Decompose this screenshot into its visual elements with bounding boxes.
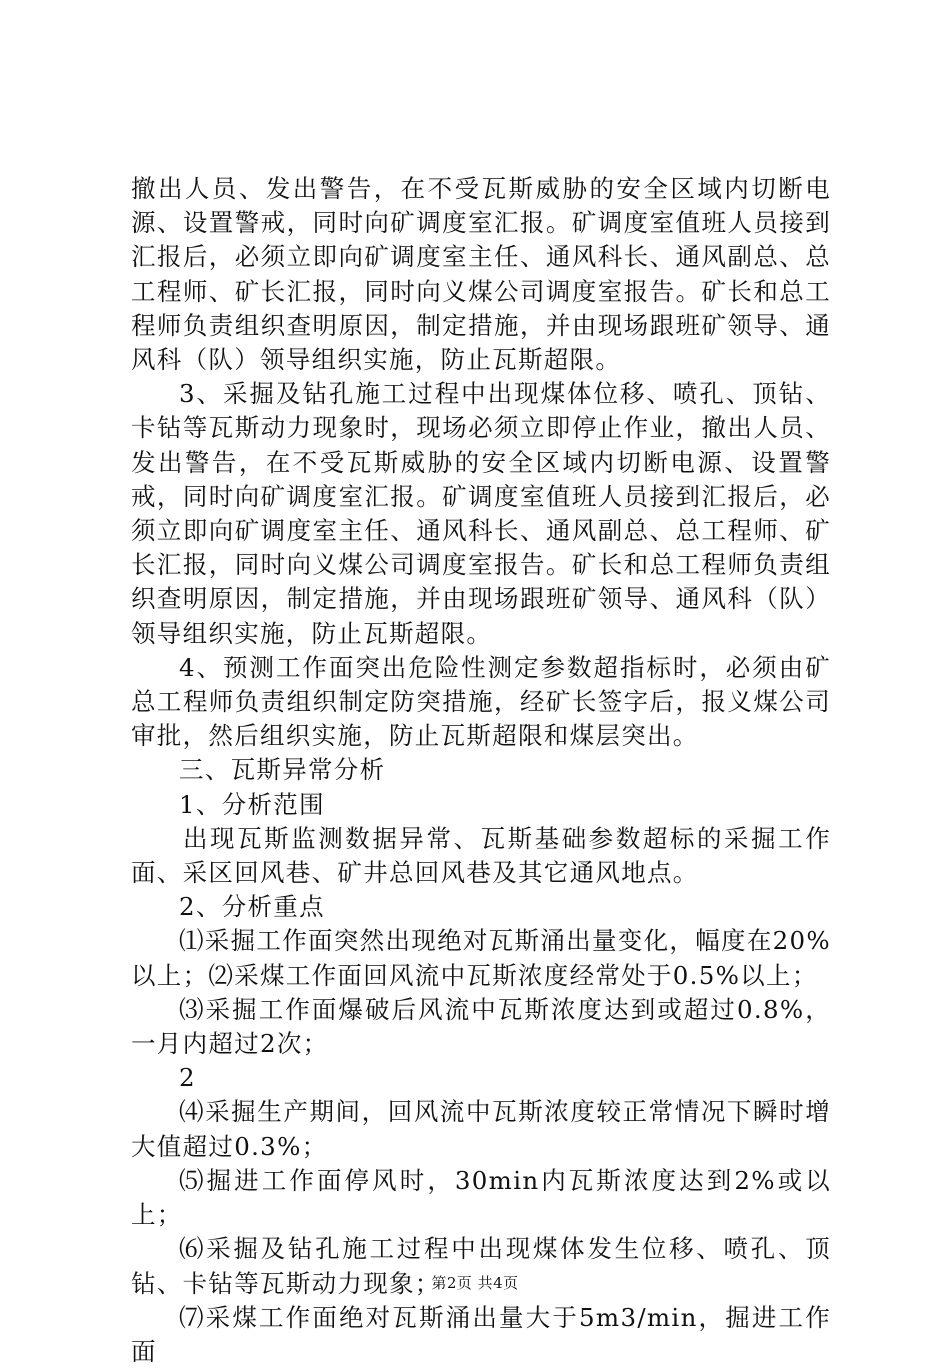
list-item-3: ⑶采掘工作面爆破后风流中瓦斯浓度达到或超过0.8%，一月内超过2次； xyxy=(131,994,831,1059)
inline-page-number: 2 xyxy=(179,1063,196,1093)
subheading-analysis-focus: 2、分析重点 xyxy=(179,892,325,922)
section-heading-3: 三、瓦斯异常分析 xyxy=(179,755,386,785)
paragraph-analysis-scope: 出现瓦斯监测数据异常、瓦斯基础参数超标的采掘工作面、采区回风巷、矿井总回风巷及其它通风地点。 xyxy=(131,823,831,888)
list-item-5: ⑸掘进工作面停风时，30min内瓦斯浓度达到2%或以上； xyxy=(131,1165,831,1230)
paragraph-continuation: 撤出人员、发出警告，在不受瓦斯威胁的安全区域内切断电源、设置警戒，同时向矿调度室汇报。矿调度室值班人员接到汇报后，必须立即向矿调度室主任、通风科长、通风副总、总工程师、矿长汇报，同时向义煤公司调度室报告。矿长和总工程师负责组织查明原因，制定措施，并由现场跟班矿领导、通风科（队）领导组织实施，防止瓦斯超限。 xyxy=(131,174,831,375)
list-item-7: ⑺采煤工作面绝对瓦斯涌出量大于5m3/min，掘进工作面 xyxy=(131,1302,831,1366)
subheading-analysis-scope: 1、分析范围 xyxy=(179,789,325,819)
paragraph-item-3: 3、采掘及钻孔施工过程中出现煤体位移、喷孔、顶钻、卡钻等瓦斯动力现象时，现场必须立即停止作业，撤出人员、发出警告，在不受瓦斯威胁的安全区域内切断电源、设置警戒，同时向矿调度室汇报。矿调度室值班人员接到汇报后，必须立即向矿调度室主任、通风科长、通风副总、总工程师、矿长汇报，同时向义煤公司调度室报告。矿长和总工程师负责组织查明原因，制定措施，并由现场跟班矿领导、通风科（队）领导组织实施，防止瓦斯超限。 xyxy=(131,379,831,648)
paragraph-item-4: 4、预测工作面突出危险性测定参数超指标时，必须由矿总工程师负责组织制定防突措施，经矿长签字后，报义煤公司审批，然后组织实施，防止瓦斯超限和煤层突出。 xyxy=(131,652,831,751)
list-item-1-2: ⑴采掘工作面突然出现绝对瓦斯涌出量变化，幅度在20%以上；⑵采煤工作面回风流中瓦斯浓度经常处于0.5%以上； xyxy=(131,926,831,990)
document-body xyxy=(131,172,831,1369)
list-item-4: ⑷采掘生产期间，回风流中瓦斯浓度较正常情况下瞬时增大值超过0.3%； xyxy=(131,1097,831,1161)
page-footer: 第2页 共4页 xyxy=(431,1274,519,1292)
list-item-6: ⑹采掘及钻孔施工过程中出现煤体发生位移、喷孔、顶钻、卡钻等瓦斯动力现象； xyxy=(131,1234,831,1298)
